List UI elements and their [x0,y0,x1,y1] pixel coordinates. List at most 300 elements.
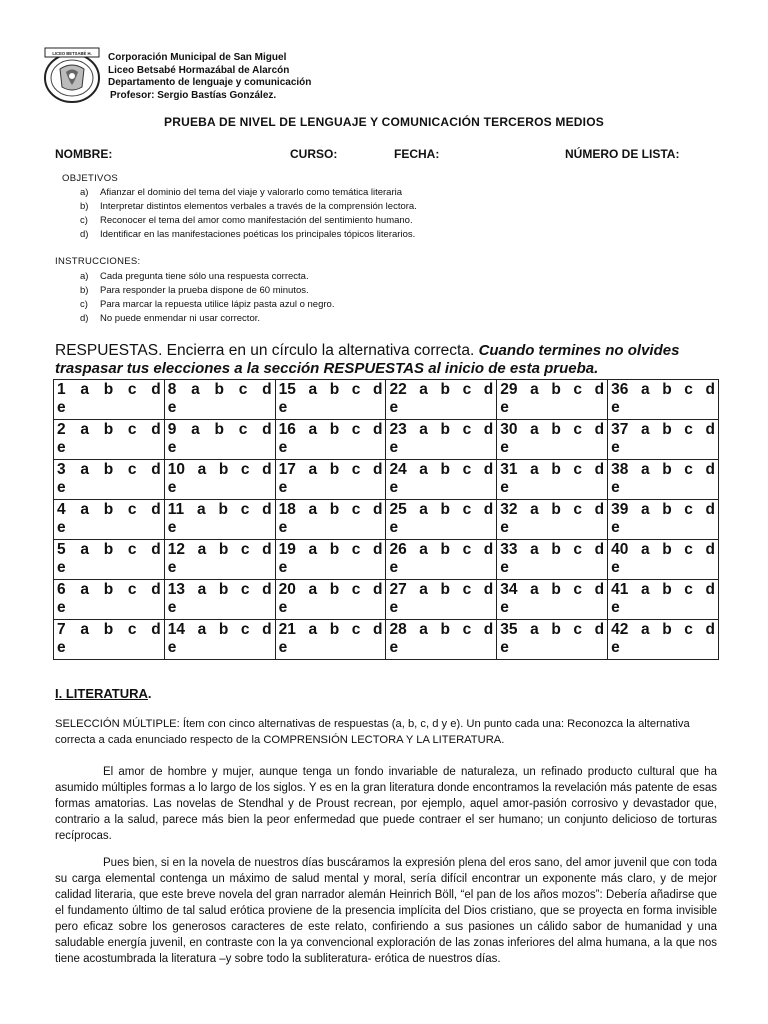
option-d[interactable]: d [483,581,494,598]
option-d[interactable]: d [705,581,715,598]
option-b[interactable]: b [440,621,450,638]
option-e[interactable]: e [57,399,66,416]
option-b[interactable]: b [214,421,225,438]
answer-cell[interactable] [608,380,719,420]
option-e[interactable]: e [611,559,620,576]
option-b[interactable]: b [329,541,340,558]
option-e[interactable]: e [389,399,399,416]
option-d[interactable]: d [151,421,161,438]
option-e[interactable]: e [278,559,288,576]
institution-block [108,52,311,102]
option-c[interactable]: c [351,541,361,558]
option-a[interactable]: a [419,621,428,638]
option-b[interactable]: b [329,381,340,398]
option-b[interactable]: b [440,581,450,598]
question-number: 16 [278,421,296,438]
answer-cell[interactable] [386,540,497,580]
option-d[interactable]: d [594,461,605,478]
option-a[interactable]: a [530,501,539,518]
option-d[interactable]: d [372,621,383,638]
option-e[interactable]: e [167,639,177,656]
option-a[interactable]: a [530,581,539,598]
answer-cell[interactable] [497,380,608,420]
answer-cell[interactable] [386,380,497,420]
answer-cell[interactable] [497,620,608,660]
instrucciones-label: INSTRUCCIONES: [55,256,141,267]
answer-cell[interactable] [275,380,386,420]
option-b[interactable]: b [662,581,672,598]
option-b[interactable]: b [662,621,672,638]
option-a[interactable]: a [419,501,428,518]
answer-cell[interactable] [497,420,608,460]
option-c[interactable]: c [127,381,137,398]
option-a[interactable]: a [640,421,650,438]
option-b[interactable]: b [218,581,229,598]
option-c[interactable]: c [573,581,583,598]
option-c[interactable]: c [684,421,693,438]
option-a[interactable]: a [308,621,318,638]
option-b[interactable]: b [103,421,114,438]
option-e[interactable]: e [611,479,620,496]
option-c[interactable]: c [351,501,361,518]
option-e[interactable]: e [389,479,399,496]
option-d[interactable]: d [483,381,494,398]
option-b[interactable]: b [329,461,340,478]
question-number: 12 [167,541,186,558]
option-a[interactable]: a [530,461,539,478]
option-c[interactable]: c [240,501,250,518]
answer-cell[interactable] [386,500,497,540]
answer-cell[interactable] [608,620,719,660]
option-e[interactable]: e [500,639,509,656]
option-d[interactable]: d [705,541,715,558]
answer-cell[interactable] [164,620,275,660]
option-b[interactable]: b [103,501,114,518]
answer-cell[interactable] [386,580,497,620]
option-b[interactable]: b [218,621,229,638]
question-number: 39 [611,501,629,518]
option-b[interactable]: b [218,541,229,558]
option-c[interactable]: c [240,461,250,478]
answer-cell[interactable] [164,420,275,460]
table-row [54,540,719,580]
option-c[interactable]: c [240,581,250,598]
option-a[interactable]: a [197,541,207,558]
table-row [54,580,719,620]
institution-line: Departamento de lenguaje y comunicación [108,77,312,88]
option-e[interactable]: e [389,559,399,576]
answer-cell[interactable] [164,380,275,420]
option-a[interactable]: a [80,621,89,638]
option-a[interactable]: a [640,381,650,398]
option-a[interactable]: a [308,581,318,598]
option-a[interactable]: a [197,581,207,598]
option-c[interactable]: c [573,541,583,558]
answer-cell[interactable] [54,580,165,620]
option-d[interactable]: d [372,541,383,558]
answer-cell[interactable] [608,420,719,460]
option-d[interactable]: d [372,421,383,438]
option-b[interactable]: b [218,461,229,478]
list-item: d) Identificar en las manifestaciones poéticas los principales tópicos literarios. [80,229,416,240]
option-a[interactable]: a [308,461,318,478]
option-b[interactable]: b [329,501,340,518]
option-d[interactable]: d [151,461,161,478]
option-e[interactable]: e [278,439,288,456]
svg-text:LICEO BETSABÉ H.: LICEO BETSABÉ H. [52,51,92,56]
option-b[interactable]: b [218,501,228,518]
question-number: 40 [611,541,629,558]
option-e[interactable]: e [167,559,177,576]
option-e[interactable]: e [57,439,66,456]
answer-cell[interactable] [497,460,608,500]
option-b[interactable]: b [329,581,340,598]
option-b[interactable]: b [662,421,672,438]
list-item: c) Para marcar la repuesta utilice lápiz pasta azul o negro. [80,299,335,310]
question-number: 15 [278,381,296,398]
option-c[interactable]: c [684,581,693,598]
option-a[interactable]: a [80,501,89,518]
question-number: 10 [167,461,186,478]
option-e[interactable]: e [389,439,399,456]
list-item: a) Cada pregunta tiene sólo una respuesta correcta. [80,271,309,282]
option-e[interactable]: e [500,479,509,496]
option-e[interactable]: e [389,639,399,656]
option-e[interactable]: e [611,519,620,536]
option-d[interactable]: d [372,461,383,478]
curso-field-label: CURSO: [290,147,338,161]
question-number: 25 [389,501,407,518]
question-number: 31 [500,461,518,478]
table-row [54,380,719,420]
option-d[interactable]: d [483,421,494,438]
option-d[interactable]: d [372,501,383,518]
option-b[interactable]: b [551,421,561,438]
option-b[interactable]: b [551,461,561,478]
option-e[interactable]: e [167,599,177,616]
question-number: 8 [167,381,177,398]
option-a[interactable]: a [80,461,89,478]
question-number: 21 [278,621,296,638]
option-d[interactable]: d [262,581,272,598]
teacher-line: Profesor: Sergio Bastías González. [110,89,277,101]
option-b[interactable]: b [440,501,450,518]
option-a[interactable]: a [80,381,89,398]
option-d[interactable]: d [594,621,605,638]
option-d[interactable]: d [151,501,161,518]
answer-cell[interactable] [608,500,719,540]
option-a[interactable]: a [197,461,207,478]
option-d[interactable]: d [705,461,715,478]
option-d[interactable]: d [483,541,494,558]
option-c[interactable]: c [351,581,361,598]
option-a[interactable]: a [308,501,318,518]
option-d[interactable]: d [262,621,272,638]
option-d[interactable]: d [705,421,715,438]
option-d[interactable]: d [372,581,383,598]
option-b[interactable]: b [551,581,561,598]
answer-cell[interactable] [386,460,497,500]
option-d[interactable]: d [151,541,161,558]
answer-cell[interactable] [164,500,275,540]
option-a[interactable]: a [80,541,89,558]
option-e[interactable]: e [278,479,288,496]
answer-cell[interactable] [54,500,165,540]
option-a[interactable]: a [191,421,200,438]
option-c[interactable]: c [462,501,472,518]
option-c[interactable]: c [351,461,361,478]
option-a[interactable]: a [419,381,428,398]
option-c[interactable]: c [351,421,361,438]
option-a[interactable]: a [308,541,318,558]
objetivos-list [80,186,417,242]
option-e[interactable]: e [167,479,177,496]
option-c[interactable]: c [573,501,583,518]
option-b[interactable]: b [440,421,450,438]
option-c[interactable]: c [240,621,250,638]
option-a[interactable]: a [419,541,428,558]
option-d[interactable]: d [705,621,715,638]
answer-cell[interactable] [164,460,275,500]
question-number: 13 [167,581,186,598]
option-b[interactable]: b [440,541,450,558]
answer-cell[interactable] [608,460,719,500]
question-number: 2 [57,421,66,438]
question-number: 32 [500,501,518,518]
option-b[interactable]: b [662,461,672,478]
option-b[interactable]: b [551,381,561,398]
answer-cell[interactable] [54,620,165,660]
option-a[interactable]: a [640,581,650,598]
option-c[interactable]: c [573,621,583,638]
option-d[interactable]: d [151,581,161,598]
option-e[interactable]: e [500,439,509,456]
option-d[interactable]: d [705,501,715,518]
option-c[interactable]: c [684,621,693,638]
option-a[interactable]: a [191,381,200,398]
option-a[interactable]: a [530,621,539,638]
answer-cell[interactable] [386,420,497,460]
option-b[interactable]: b [662,381,672,398]
option-d[interactable]: d [594,501,605,518]
option-c[interactable]: c [127,621,137,638]
option-e[interactable]: e [278,519,288,536]
option-c[interactable]: c [462,621,472,638]
answer-cell[interactable] [275,540,386,580]
option-d[interactable]: d [262,501,272,518]
answer-cell[interactable] [608,540,719,580]
option-a[interactable]: a [308,381,318,398]
option-e[interactable]: e [500,399,509,416]
option-a[interactable]: a [640,461,650,478]
option-d[interactable]: d [262,421,272,438]
option-a[interactable]: a [419,461,428,478]
option-c[interactable]: c [684,541,693,558]
option-b[interactable]: b [329,421,340,438]
option-d[interactable]: d [372,381,383,398]
option-a[interactable]: a [530,381,539,398]
option-a[interactable]: a [197,501,206,518]
option-d[interactable]: d [483,501,494,518]
option-b[interactable]: b [551,541,561,558]
table-row [54,460,719,500]
question-number: 1 [57,381,66,398]
option-d[interactable]: d [151,381,161,398]
option-b[interactable]: b [662,541,672,558]
option-d[interactable]: d [594,541,605,558]
option-e[interactable]: e [500,559,509,576]
option-e[interactable]: e [57,599,66,616]
option-c[interactable]: c [127,461,137,478]
option-e[interactable]: e [389,599,399,616]
option-b[interactable]: b [662,501,672,518]
answer-cell[interactable] [275,460,386,500]
reading-paragraph-2: Pues bien, si en la novela de nuestros días buscáramos la expresión plena del eros sano, del amor juvenil que con toda su carga elemental contenga un máximo de salud mental y moral, sería difícil encontrar un exponente más claro, y de mejor calidad literaria, que este breve novela del gran narrador alemán Heinrich Böll, “el pan de los años mozos”: Debería añadirse que el fundamento último de tal salud erótica proviene de la presencia implícita del Dios cristiano, que se proyecta en forma invisible pero eficaz sobre los generosos caracteres de este relato, confiriendo a sus pasiones un cálido sabor de humanidad y una saludable energía juvenil, en contraste con la ya convencional exploración de las zonas inferiores del alma humana, a la que nos tiene acostumbrada la literatura –y sobre todo la subliteratura- erótica de nuestros días. [55,857,717,965]
answer-cell[interactable] [275,420,386,460]
question-number: 34 [500,581,518,598]
institution-line: Corporación Municipal de San Miguel [108,52,287,63]
option-a[interactable]: a [419,421,428,438]
option-e[interactable]: e [389,519,399,536]
option-b[interactable]: b [214,381,225,398]
option-b[interactable]: b [103,541,114,558]
option-e[interactable]: e [500,519,509,536]
option-d[interactable]: d [594,421,605,438]
option-c[interactable]: c [684,461,693,478]
option-e[interactable]: e [611,399,620,416]
question-number: 14 [167,621,186,638]
answer-cell[interactable] [54,540,165,580]
option-e[interactable]: e [167,519,177,536]
option-c[interactable]: c [127,581,137,598]
question-number: 23 [389,421,407,438]
option-c[interactable]: c [462,421,472,438]
option-a[interactable]: a [640,541,650,558]
option-e[interactable]: e [167,439,177,456]
answer-cell[interactable] [386,620,497,660]
question-number: 27 [389,581,407,598]
option-b[interactable]: b [103,621,114,638]
option-c[interactable]: c [238,421,248,438]
option-b[interactable]: b [329,621,340,638]
fecha-field-label: FECHA: [394,147,440,161]
option-e[interactable]: e [167,399,177,416]
option-c[interactable]: c [462,581,472,598]
option-c[interactable]: c [684,501,693,518]
option-b[interactable]: b [440,381,450,398]
option-c[interactable]: c [238,381,248,398]
answer-cell[interactable] [164,540,275,580]
option-b[interactable]: b [103,461,114,478]
option-d[interactable]: d [594,581,605,598]
question-number: 20 [278,581,296,598]
option-e[interactable]: e [57,559,66,576]
option-e[interactable]: e [278,399,288,416]
answer-cell[interactable] [275,500,386,540]
option-d[interactable]: d [483,621,494,638]
answer-cell[interactable] [608,580,719,620]
answer-cell[interactable] [164,580,275,620]
reading-paragraph-1: El amor de hombre y mujer, aunque tenga un fondo invariable de naturaleza, un refinado producto cultural que ha asumido múltiples formas a lo largo de los siglos. Y es en la gran literatura donde encontramos la revelación más patente de esas formas amatorias. Las novelas de Stendhal y de Proust recrean, por ejemplo, aquel amor-pasión corrosivo y devastador que, contrario a la salud, parece más bien la peor enfermedad que puede contraer el ser humano; un conjunto delicioso de torturas recíprocas. [55,766,717,842]
option-d[interactable]: d [705,381,715,398]
option-b[interactable]: b [103,381,114,398]
option-c[interactable]: c [127,501,137,518]
school-seal-logo [42,47,102,105]
option-e[interactable]: e [611,599,620,616]
answer-cell[interactable] [497,540,608,580]
option-b[interactable]: b [440,461,450,478]
question-number: 11 [167,501,185,518]
question-number: 35 [500,621,518,638]
option-a[interactable]: a [530,541,539,558]
answer-cell[interactable] [275,620,386,660]
option-c[interactable]: c [127,541,137,558]
question-number: 4 [57,501,66,518]
numero-lista-field-label: NÚMERO DE LISTA: [565,147,680,161]
question-number: 6 [57,581,66,598]
answer-cell[interactable] [497,500,608,540]
option-a[interactable]: a [197,621,207,638]
option-e[interactable]: e [611,639,620,656]
option-e[interactable]: e [500,599,509,616]
option-c[interactable]: c [351,621,361,638]
answer-cell[interactable] [54,420,165,460]
option-c[interactable]: c [127,421,137,438]
answer-cell[interactable] [497,580,608,620]
table-row [54,500,719,540]
option-d[interactable]: d [262,461,272,478]
option-b[interactable]: b [551,501,561,518]
option-d[interactable]: d [483,461,494,478]
option-c[interactable]: c [351,381,361,398]
option-a[interactable]: a [308,421,318,438]
option-a[interactable]: a [80,421,89,438]
option-a[interactable]: a [640,621,650,638]
option-c[interactable]: c [573,381,583,398]
option-e[interactable]: e [278,639,288,656]
option-c[interactable]: c [573,421,583,438]
option-c[interactable]: c [462,461,472,478]
option-d[interactable]: d [151,621,161,638]
option-a[interactable]: a [80,581,89,598]
option-d[interactable]: d [262,381,272,398]
institution-line: Liceo Betsabé Hormazábal de Alarcón [108,64,290,76]
option-a[interactable]: a [419,581,428,598]
answer-cell[interactable] [54,380,165,420]
answer-cell[interactable] [275,580,386,620]
option-e[interactable]: e [278,599,288,616]
option-e[interactable]: e [57,479,66,496]
option-c[interactable]: c [573,461,583,478]
option-e[interactable]: e [611,439,620,456]
option-d[interactable]: d [594,381,605,398]
option-d[interactable]: d [262,541,272,558]
option-c[interactable]: c [240,541,250,558]
seleccion-instructions: SELECCIÓN MÚLTIPLE: Ítem con cinco alternativas de respuestas (a, b, c, d y e). Un punto cada una: Reconozca la alternativa correcta a cada enunciado respecto de la COMPRENSIÓN LECTORA Y LA LITERATURA. [55,718,690,746]
option-c[interactable]: c [462,541,472,558]
answer-cell[interactable] [54,460,165,500]
list-item: d) No puede enmendar ni usar corrector. [80,313,261,324]
option-c[interactable]: c [462,381,472,398]
option-b[interactable]: b [103,581,114,598]
option-a[interactable]: a [530,421,539,438]
option-e[interactable]: e [57,519,66,536]
option-e[interactable]: e [57,639,66,656]
option-c[interactable]: c [684,381,693,398]
option-a[interactable]: a [640,501,650,518]
question-number: 30 [500,421,518,438]
option-b[interactable]: b [551,621,561,638]
